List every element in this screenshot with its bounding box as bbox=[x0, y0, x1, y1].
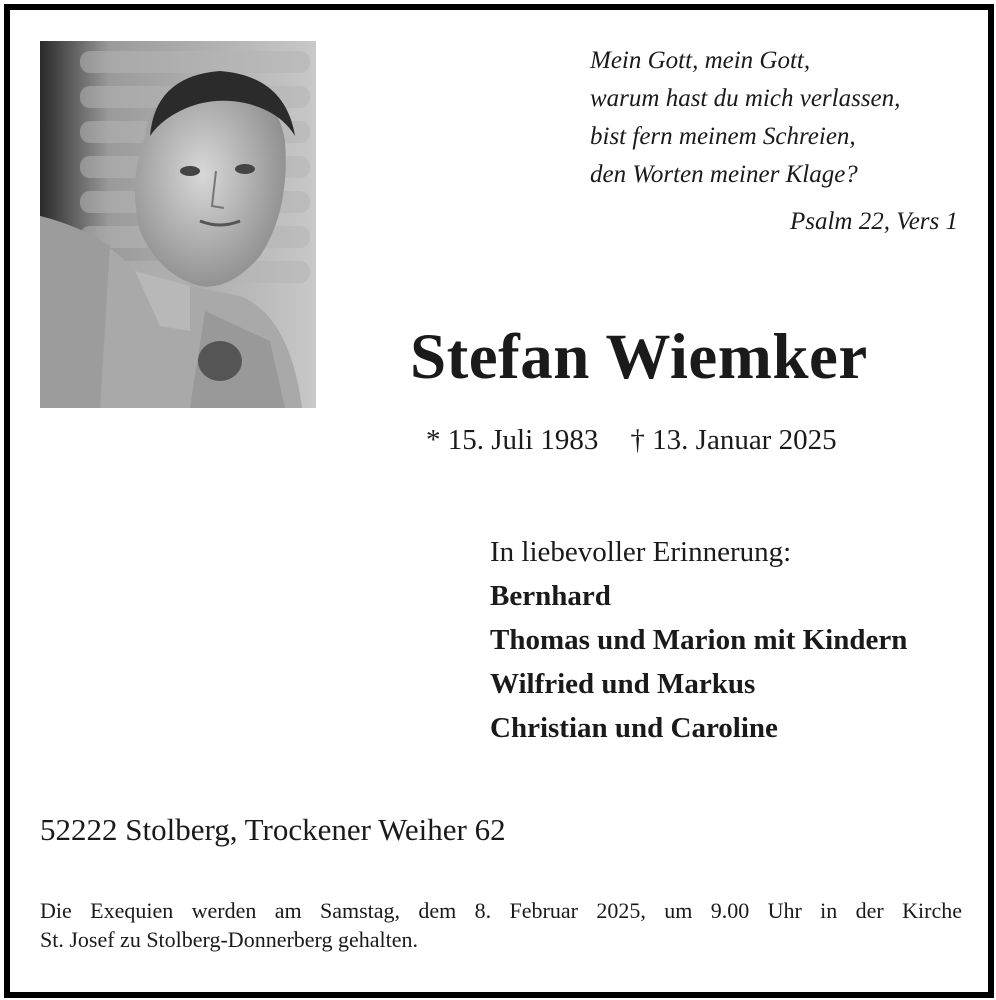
mourner-name: Christian und Caroline bbox=[490, 712, 778, 744]
psalm-verse bbox=[590, 42, 970, 194]
verse-line: bist fern meinem Schreien, bbox=[590, 123, 856, 150]
obituary-frame bbox=[4, 4, 994, 998]
portrait-icon bbox=[40, 41, 316, 408]
address: 52222 Stolberg, Trockener Weiher 62 bbox=[40, 812, 506, 847]
verse-line: warum hast du mich verlassen, bbox=[590, 85, 901, 112]
verse-line: Mein Gott, mein Gott, bbox=[590, 47, 811, 74]
verse-line: den Worten meiner Klage? bbox=[590, 161, 858, 188]
mourner-name: Thomas und Marion mit Kindern bbox=[490, 624, 908, 656]
memory-intro: In liebevoller Erinnerung: bbox=[490, 536, 792, 568]
memory-block bbox=[490, 530, 907, 750]
notice-line: St. Josef zu Stolberg-Donnerberg gehalten. bbox=[40, 927, 418, 952]
life-dates bbox=[426, 424, 837, 457]
funeral-notice bbox=[40, 896, 962, 954]
birth-date: * 15. Juli 1983 bbox=[426, 424, 599, 456]
notice-line: Die Exequien werden am Samstag, dem 8. Februar 2025, um 9.00 Uhr in der Kirche bbox=[40, 898, 962, 923]
verse-source: Psalm 22, Vers 1 bbox=[789, 208, 958, 235]
portrait-photo bbox=[40, 41, 316, 408]
mourner-name: Wilfried und Markus bbox=[490, 668, 756, 700]
death-date: † 13. Januar 2025 bbox=[630, 424, 837, 456]
deceased-name: Stefan Wiemker bbox=[410, 321, 868, 393]
mourner-name: Bernhard bbox=[490, 580, 611, 612]
